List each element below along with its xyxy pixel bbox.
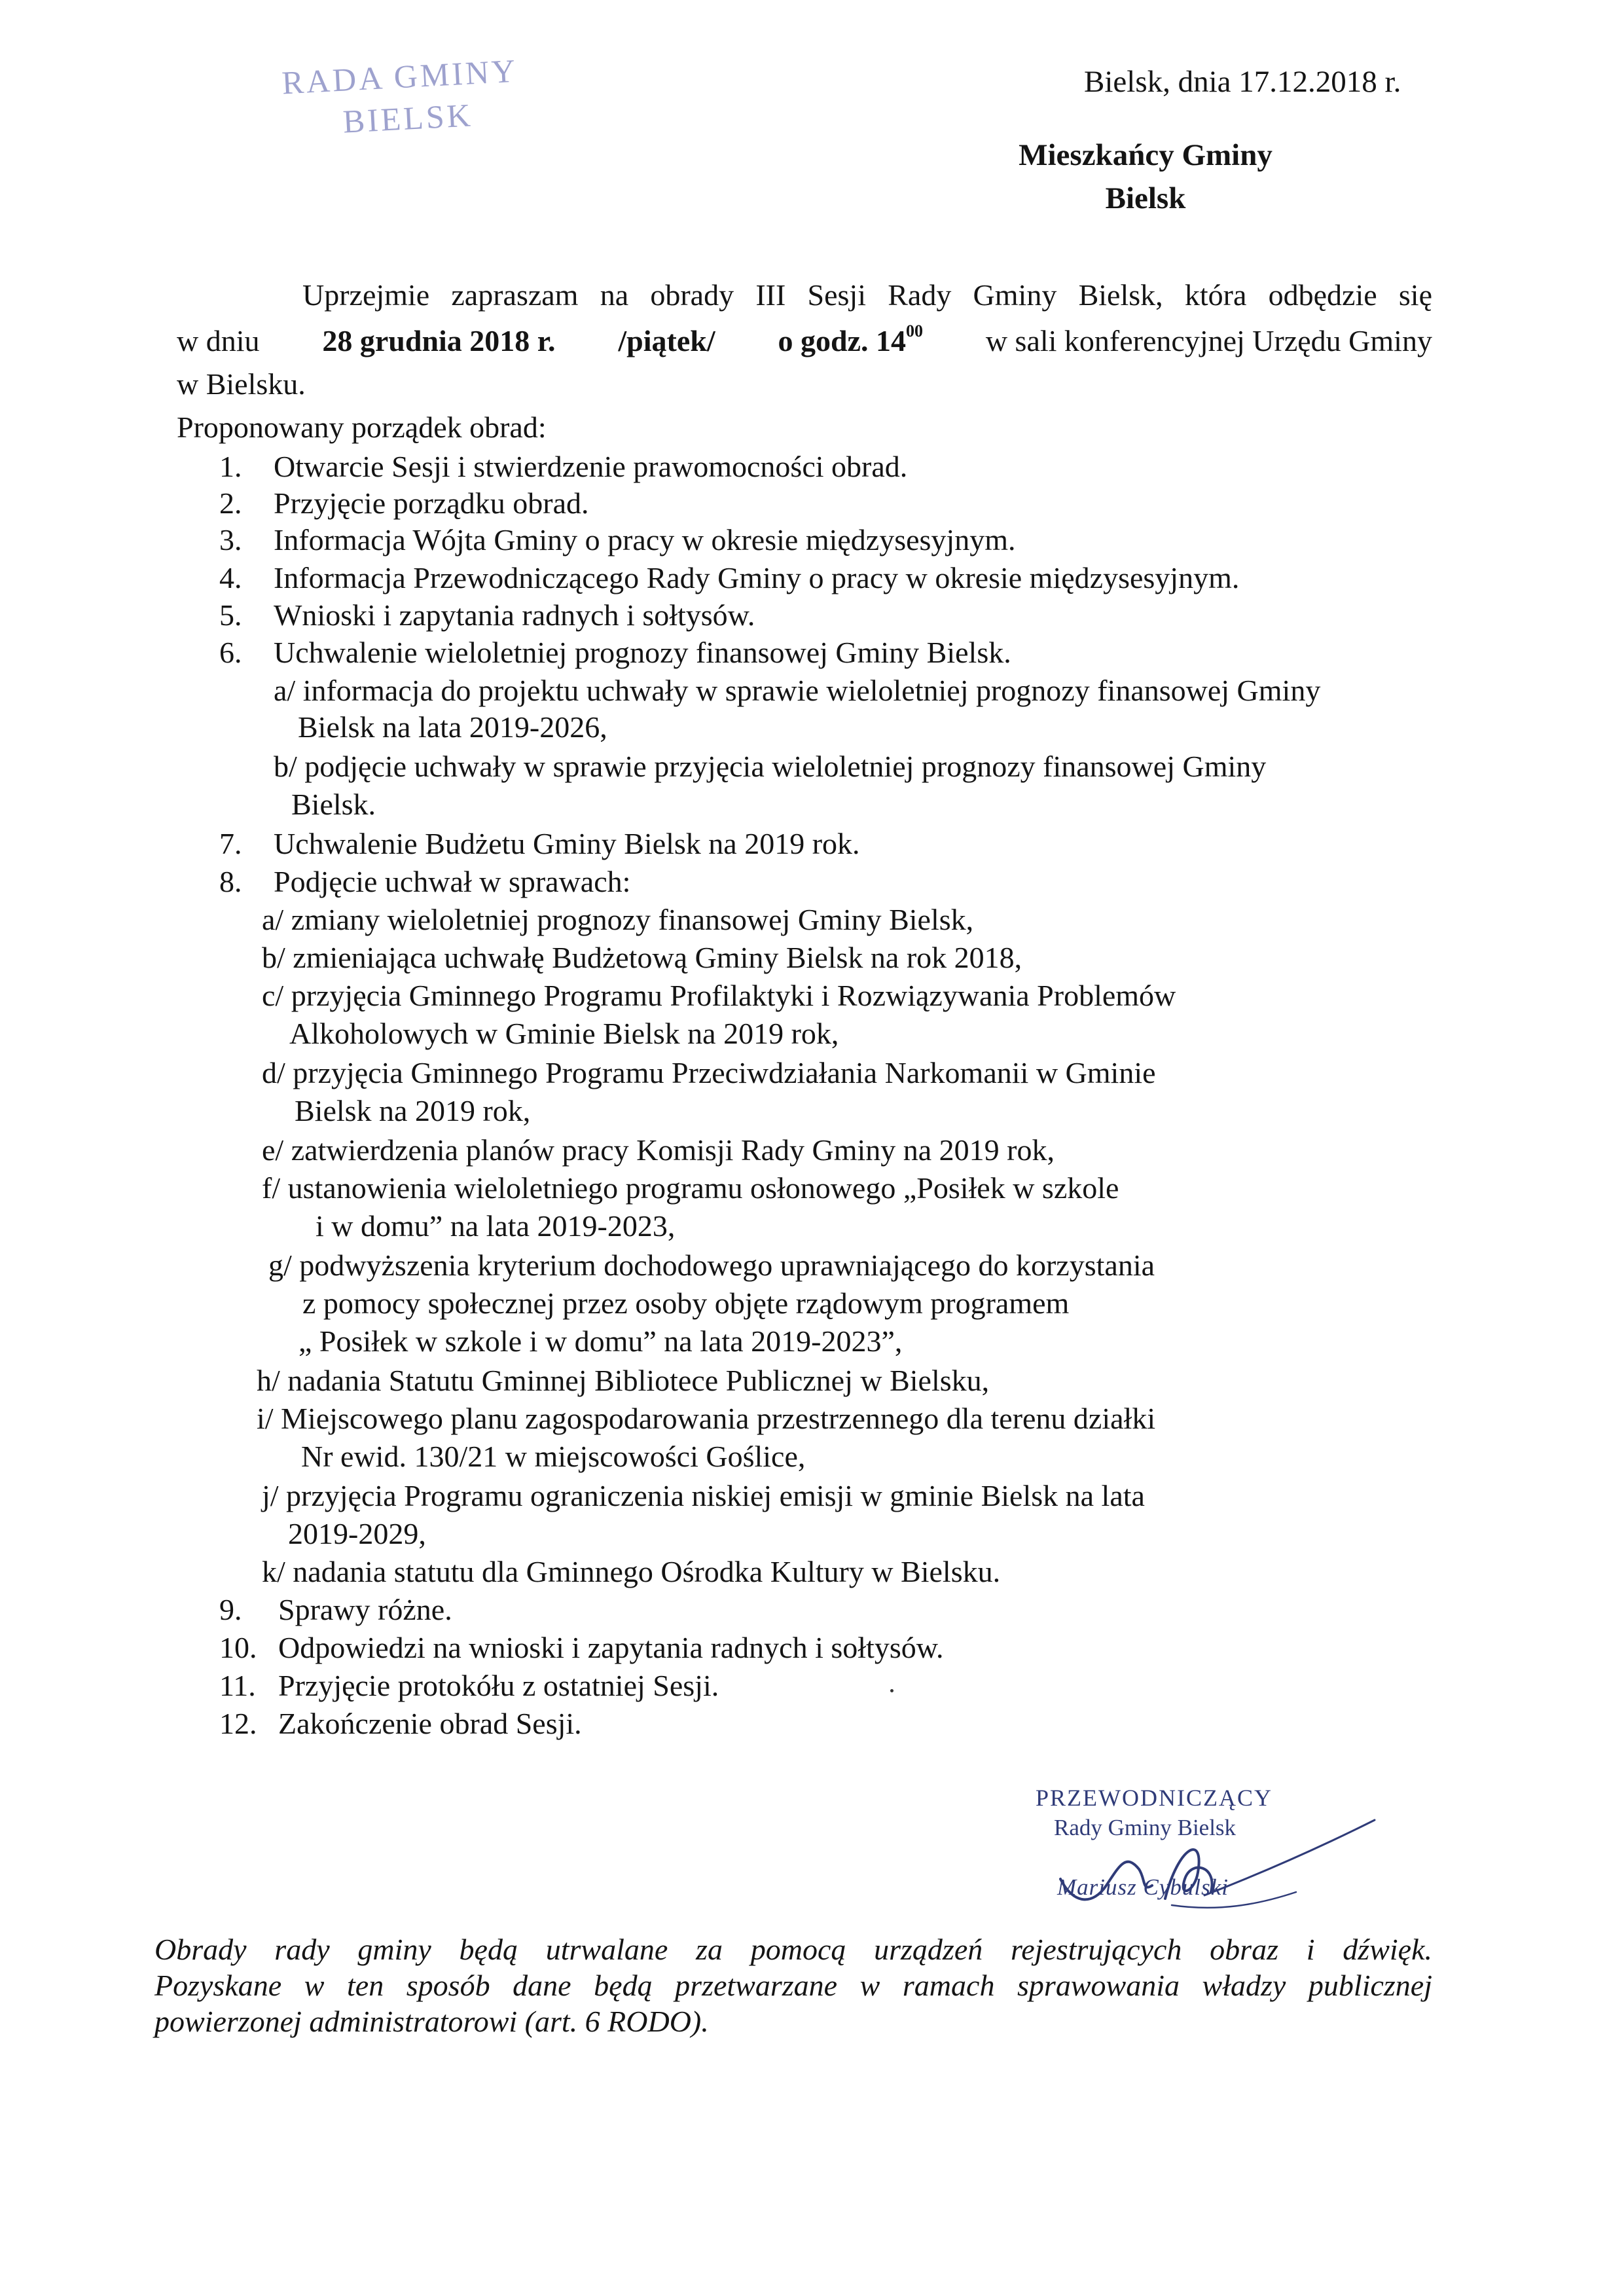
agenda-item-8i: i/ Miejscowego planu zagospodarowania przestrzennego dla terenu działki [257, 1402, 1156, 1435]
agenda-item-7: Uchwalenie Budżetu Gminy Bielsk na 2019 rok. [274, 827, 860, 860]
agenda-item-8g-cont-1: z pomocy społecznej przez osoby objęte rządowym programem [302, 1286, 1070, 1320]
signature-name: Mariusz Cybulski [1057, 1874, 1229, 1900]
agenda-item-8j: j/ przyjęcia Programu ograniczenia niskiej emisji w gminie Bielsk na lata [262, 1479, 1145, 1512]
agenda-number: 2. [219, 486, 242, 520]
addressee [956, 137, 1335, 216]
signature-title: PRZEWODNICZĄCY [1036, 1785, 1273, 1811]
agenda-item-8k: k/ nadania statutu dla Gminnego Ośrodka Kultury w Bielsku. [262, 1555, 1001, 1588]
agenda-number: 1. [219, 450, 242, 483]
intro-location: w sali konferencyjnej Urzędu Gminy [985, 324, 1432, 357]
agenda-item-1: Otwarcie Sesji i stwierdzenie prawomocności obrad. [274, 450, 908, 483]
intro-w-dniu: w dniu [177, 324, 260, 357]
agenda-item-6b-cont: Bielsk. [291, 788, 376, 821]
agenda-item-8i-cont: Nr ewid. 130/21 w miejscowości Goślice, [301, 1440, 806, 1473]
agenda-number: 8. [219, 865, 242, 898]
agenda-item-5: Wnioski i zapytania radnych i sołtysów. [274, 598, 755, 632]
agenda-number: 10. [219, 1631, 257, 1664]
agenda-item-10: Odpowiedzi na wnioski i zapytania radnych i sołtysów. [278, 1631, 944, 1664]
intro-o-godz: o godz. [778, 324, 869, 357]
agenda-item-8c-cont: Alkoholowych w Gminie Bielsk na 2019 rok, [289, 1017, 839, 1050]
agenda-item-11: Przyjęcie protokółu z ostatniej Sesji. [278, 1669, 719, 1702]
intro-line-2 [177, 319, 1432, 363]
intro-line-1: Uprzejmie zapraszam na obrady III Sesji Rady Gminy Bielsk, która odbędzie się [302, 278, 1432, 312]
agenda-number: 7. [219, 827, 242, 860]
addressee-line-1: Mieszkańcy Gminy [1019, 138, 1273, 172]
agenda-item-8h: h/ nadania Statutu Gminnej Bibliotece Publicznej w Bielsku, [257, 1364, 990, 1397]
addressee-line-2: Bielsk [1105, 181, 1186, 215]
agenda-heading: Proponowany porządek obrad: [177, 410, 547, 444]
agenda-item-8a: a/ zmiany wieloletniej prognozy finansowej Gminy Bielsk, [262, 903, 974, 936]
agenda-item-8f-cont: i w domu” na lata 2019-2023, [316, 1209, 676, 1243]
place-date: Bielsk, dnia 17.12.2018 r. [1084, 65, 1401, 99]
agenda-item-8d: d/ przyjęcia Gminnego Programu Przeciwdziałania Narkomanii w Gminie [262, 1056, 1156, 1089]
meeting-hour: 14 [875, 324, 906, 357]
signature-org: Rady Gminy Bielsk [1054, 1815, 1237, 1840]
agenda-item-6: Uchwalenie wieloletniej prognozy finansowej Gminy Bielsk. [274, 636, 1011, 669]
agenda-item-8f: f/ ustanowienia wieloletniego programu osłonowego „Posiłek w szkole [262, 1171, 1119, 1205]
agenda-item-3: Informacja Wójta Gminy o pracy w okresie międzysesyjnym. [274, 523, 1016, 556]
agenda-item-8c: c/ przyjęcia Gminnego Programu Profilaktyki i Rozwiązywania Problemów [262, 979, 1176, 1012]
meeting-day: /piątek/ [618, 324, 715, 357]
agenda-item-8e: e/ zatwierdzenia planów pracy Komisji Rady Gminy na 2019 rok, [262, 1133, 1055, 1167]
notice-line-3: powierzonej administratorowi (art. 6 RODO). [154, 2005, 709, 2038]
agenda-item-4: Informacja Przewodniczącego Rady Gminy o pracy w okresie międzysesyjnym. [274, 561, 1240, 594]
agenda-item-8g: g/ podwyższenia kryterium dochodowego uprawniającego do korzystania [268, 1248, 1155, 1282]
agenda-number: 12. [219, 1707, 257, 1740]
agenda-number: 11. [219, 1669, 256, 1702]
agenda-item-6a: a/ informacja do projektu uchwały w sprawie wieloletniej prognozy finansowej Gminy [274, 674, 1321, 707]
meeting-date: 28 grudnia 2018 r. [322, 324, 556, 357]
agenda-item-8b: b/ zmieniająca uchwałę Budżetową Gminy Bielsk na rok 2018, [262, 941, 1022, 974]
meeting-minutes: 00 [905, 321, 923, 340]
agenda-item-8: Podjęcie uchwał w sprawach: [274, 865, 631, 898]
agenda-number: 3. [219, 523, 242, 556]
agenda-number: 6. [219, 636, 242, 669]
agenda-item-6a-cont: Bielsk na lata 2019-2026, [298, 710, 607, 744]
agenda-number: 9. [219, 1593, 242, 1626]
handwritten-signature [1047, 1807, 1414, 1931]
stray-dot [890, 1689, 894, 1692]
agenda-item-12: Zakończenie obrad Sesji. [278, 1707, 582, 1740]
agenda-item-8d-cont: Bielsk na 2019 rok, [295, 1094, 531, 1127]
agenda-item-8j-cont: 2019-2029, [288, 1517, 426, 1550]
notice-line-1: Obrady rady gminy będą utrwalane za pomocą urządzeń rejestrujących obraz i dźwięk. [154, 1933, 1432, 1966]
agenda-item-9: Sprawy różne. [278, 1593, 452, 1626]
council-stamp [281, 52, 521, 144]
recording-notice [154, 1931, 1432, 2039]
agenda-item-8g-cont-2: „ Posiłek w szkole i w domu” na lata 2019-2023”, [298, 1324, 903, 1358]
intro-line-3: w Bielsku. [177, 367, 306, 401]
stamp-line-2: BIELSK [342, 96, 474, 140]
agenda-number: 5. [219, 598, 242, 632]
notice-line-2: Pozyskane w ten sposób dane będą przetwarzane w ramach sprawowania władzy publicznej [154, 1969, 1432, 2002]
agenda-number: 4. [219, 561, 242, 594]
agenda-item-6b: b/ podjęcie uchwały w sprawie przyjęcia wieloletniej prognozy finansowej Gminy [274, 750, 1267, 783]
stamp-line-1: RADA GMINY [281, 52, 519, 101]
agenda-item-2: Przyjęcie porządku obrad. [274, 486, 589, 520]
